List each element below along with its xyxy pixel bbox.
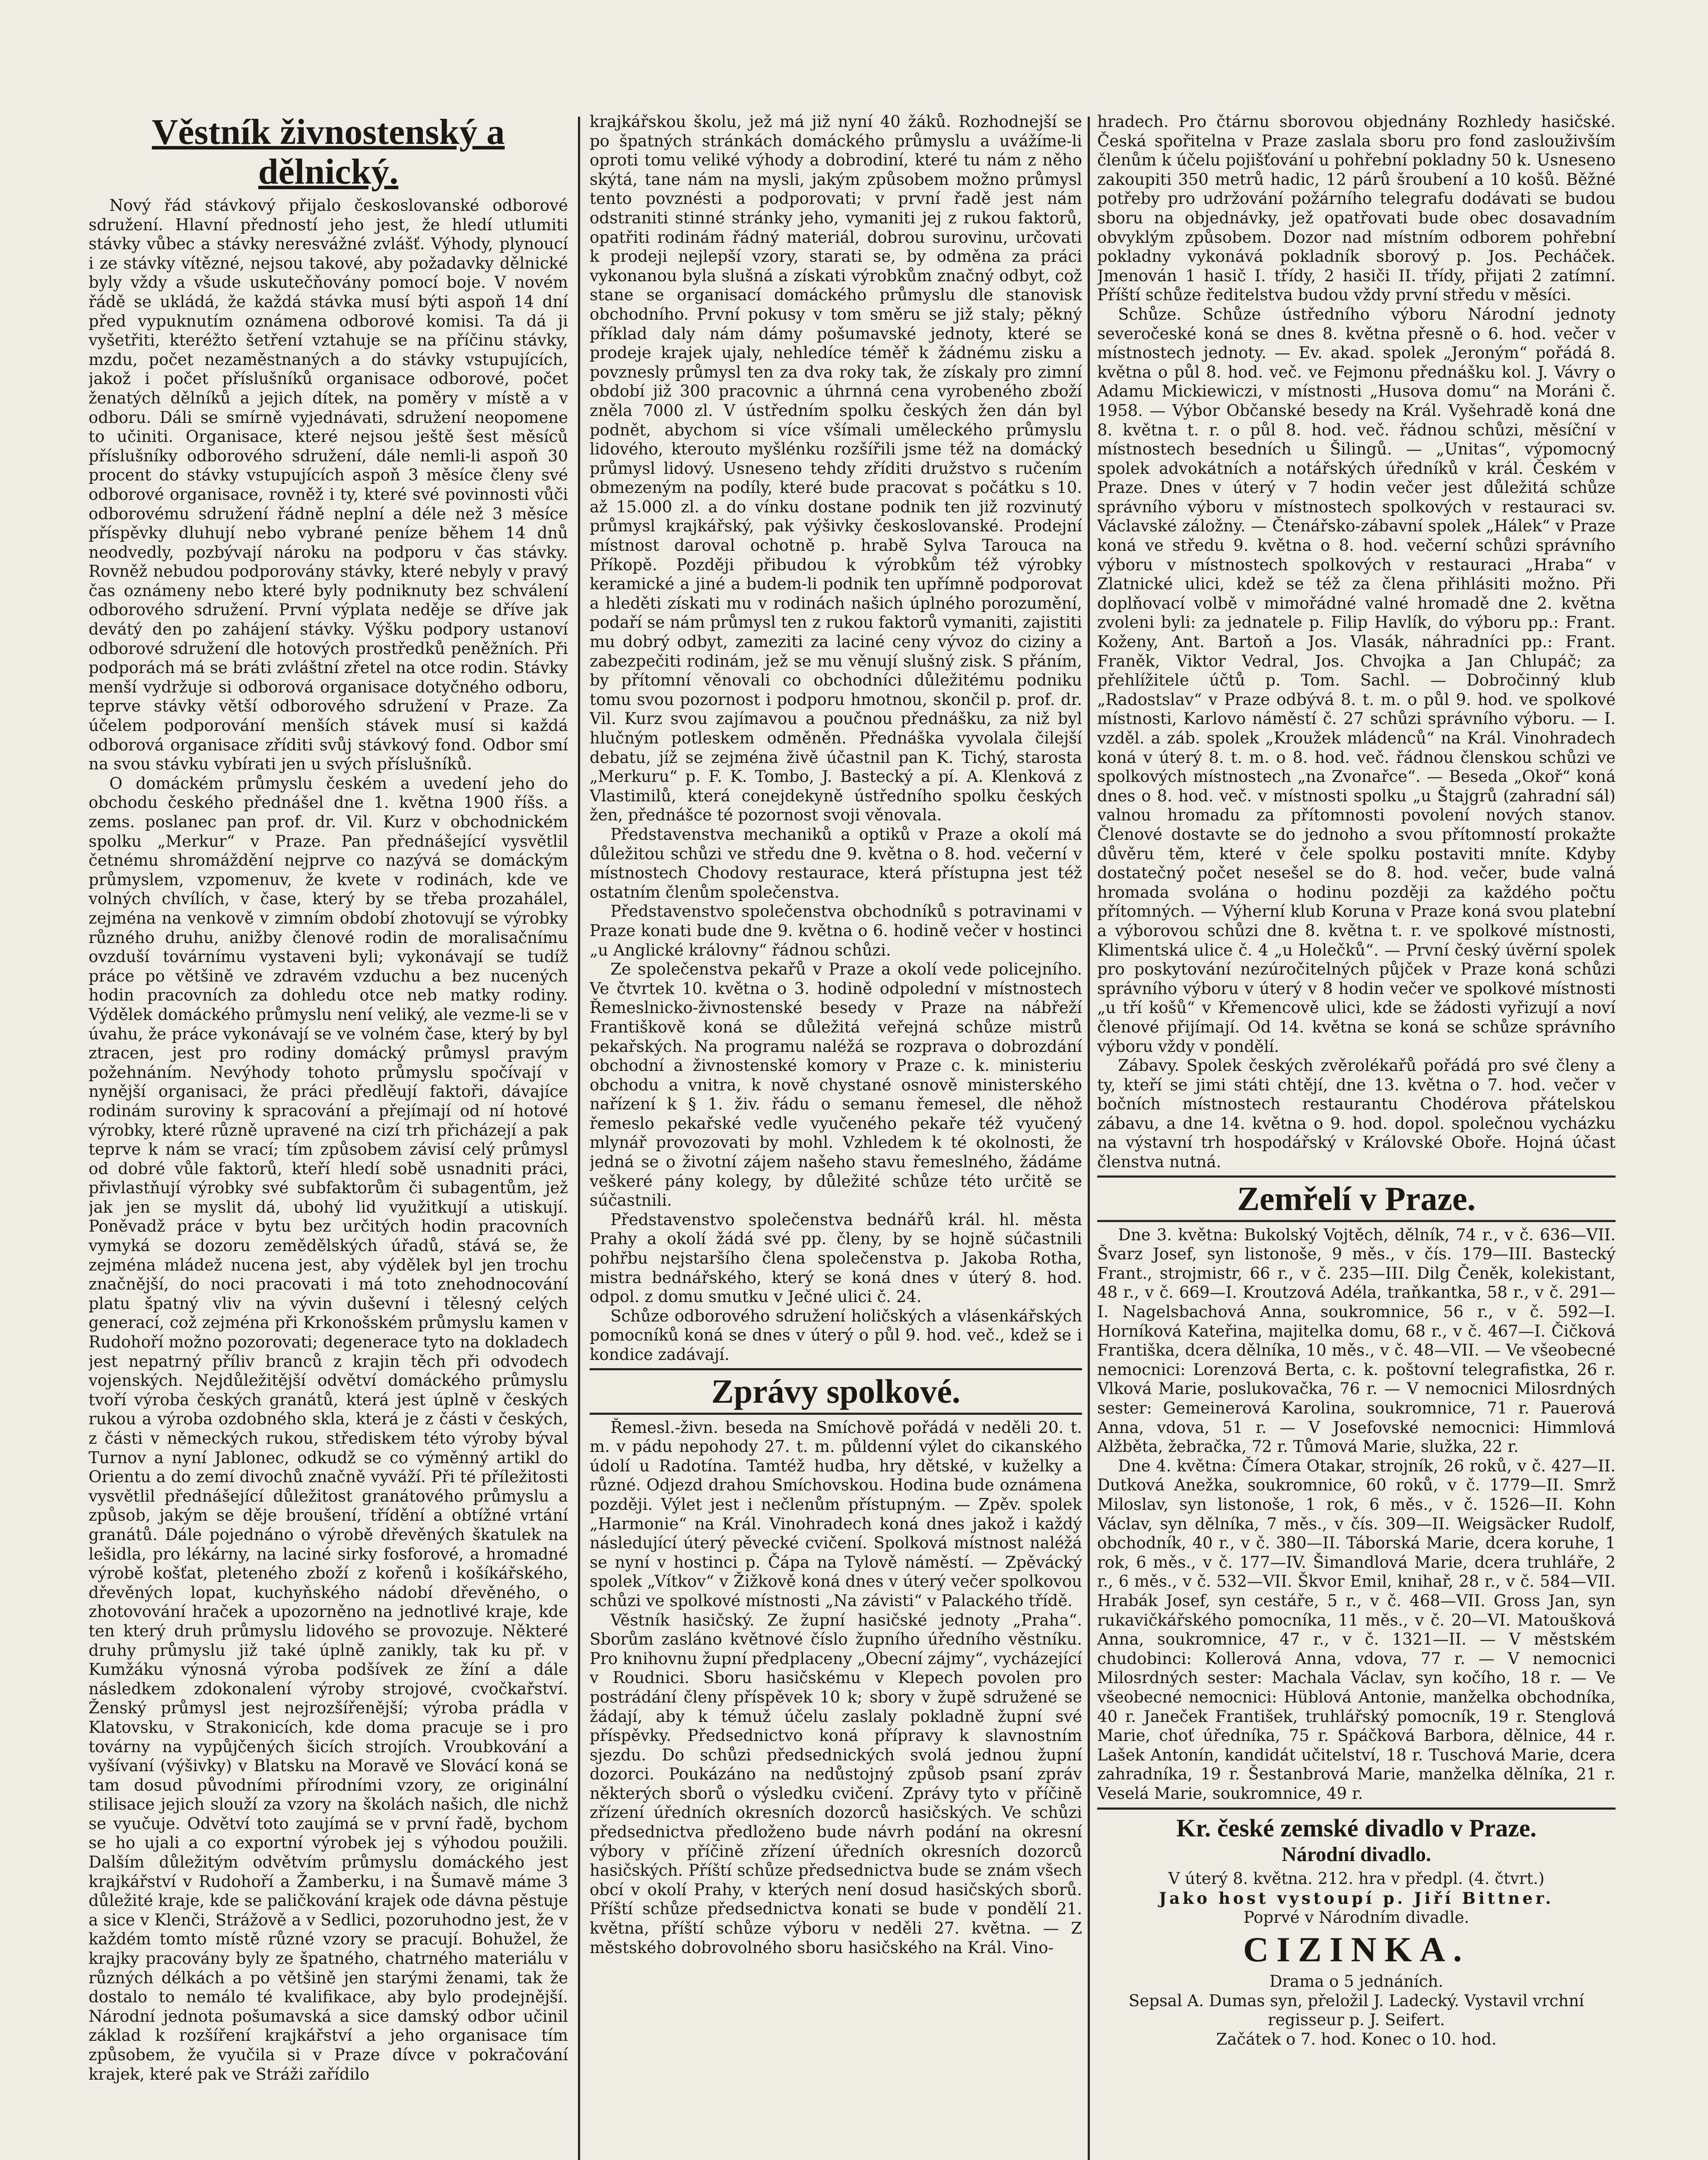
notice-barbers: Schůze odborového sdružení holičských a vlásenkářských pomocníků koná se dnes v úterý o půl 9. hod. več., kdež se i kondice zadávají. xyxy=(590,1306,1082,1364)
play-title: CIZINKA. xyxy=(1243,1930,1470,1969)
theatre-title: Kr. české zemské divadlo v Praze. xyxy=(1176,1814,1537,1842)
section-title-trade-news: Věstník živnostenský a dělnický. xyxy=(152,112,505,192)
play-credits: Sepsal A. Dumas syn, přeložil J. Ladecký. Vystavil vrchní regisseur p. J. Seifert. xyxy=(1128,1991,1584,2030)
notice-bakers: Ze společenstva pekařů v Praze a okolí vede policejního. Ve čtvrtek 10. května o 3. hodině odpolední v místnostech Řemeslnicko-živnostenské besedy v Praze na nábřeží Františkově koná se důležitá veřejná schůze mistrů pekařských. Na programu naléžá se rozprava o dobrozdání obchodní a živnostenské komory v Praze c. k. ministeriu obchodu a vnitra, k nově chystané osnově ministerského nařízení k § 1. živ. řádu o semanu řemesel, dle něhož řemeslo pekařské vedle vyučeného pekaře též vyučený mlynář provozovati by mohl. Vzhledem k té okolnosti, že jedná se o životní zájem našeho stavu řemeslného, žádáme veškeré pány kolegy, by důležité schůze této určitě se súčastnili. xyxy=(590,960,1082,1210)
meetings-news: Schůze. Schůze ústředního výboru Národní jednoty severočeské koná se dnes 8. května přesně o 6. hod. večer v místnostech jednoty. — Ev. akad. spolek „Jeroným“ pořádá 8. května o půl 8. hod. več. ve Fejmonu přednášku kol. J. Vávry o Adamu Mickiewiczi, v místnosti „Husova domu“ na Moráni č. 1958. — Výbor Občanské besedy na Král. Vyšehradě koná dne 8. května t. r. o půl 8. hod. več. řádnou schůzi, měsíční v místnostech besedních u Šilingů. — „Unitas“, výpomocný spolek advokátních a notářských úředníků v král. Českém v Praze. Dnes v úterý v 7 hodin večer jest důležitá schůze správního výboru v místnostech spolkových v restauraci sv. Václavské záložny. — Čtenářsko-zábavní spolek „Hálek“ v Praze koná ve středu 9. května o 8. hod. večerní schůzi správního výboru v místnostech spolkových v restauraci „Hraba“ v Zlatnické ulici, kdež se též za člena přihlásiti možno. Při doplňovací volbě v mimořádné valné hromadě dne 2. května zvoleni byli: za jednatele p. Filip Havlík, do výboru pp.: Frant. Koženy, Ant. Bartoň a Jos. Vlasák, náhradníci pp.: Frant. Franěk, Viktor Vedral, Jos. Chvojka a Jan Chlupáč; za přehlížitele účtů p. Tom. Sachl. — Dobročinný klub „Radostslav“ v Praze odbývá 8. t. m. o půl 9. hod. ve spolkové místnosti, Karlovo náměstí č. 27 schůzi správního výboru. — I. vzděl. a záb. spolek „Kroužek mládenců“ na Král. Vinohradech koná v úterý 8. t. m. o 8. hod. več. řádnou členskou schůzi ve spolkových místnostech „na Zvonařce“. — Beseda „Okoř“ koná dnes o 8. hod. več. v místnosti spolku „u Štajgrů (zahradní sál) valnou hromadu za přítomnosti povolení nových stanov. Členové dostavte se do jednoho a svou přítomností prokažte důvěru těm, které v čele spolku postaviti mníte. Kdyby dostatečný počet nesešel se do 8. hod. večer, bude valná hromada svolána o hodinu později za každého počtu přítomných. — Výherní klub Koruna v Praze koná svou platební a výborovou schůzi dne 8. května t. r. ve spolkové místnosti, Klimentská ulice č. 4 „u Holečků“. — První český úvěrní spolek pro poskytování nezúročitelných půjček v Praze koná schůzi správního výboru v úterý v 8 hodin večer ve spolkové místnosti „u tří košů“ v Křemencově ulici, kde se žádosti vyřizují a noví členové přijímají. Od 14. května se koná se schůze správního výboru vždy v pondělí. xyxy=(1097,305,1616,1056)
play-genre: Drama o 5 jednáních. xyxy=(1269,1972,1444,1991)
play-times: Začátek o 7. hod. Konec o 10. hod. xyxy=(1216,2030,1497,2049)
column-left xyxy=(89,112,568,2084)
theatre-guest-line: Jako host vystoupí p. Jiří Bittner. xyxy=(1159,1889,1554,1908)
theatre-premiere-line: Poprvé v Národním divadle. xyxy=(1243,1908,1470,1927)
column-rule-left xyxy=(578,117,580,2160)
column-rule-right xyxy=(1088,117,1090,2160)
entertainment-news: Zábavy. Spolek českých zvěrolékařů pořádá pro své členy a ty, kteří se jimi státi chtějí, dne 13. května o 7. hod. večer v bočních místnostech restaurantu Chodérova přátelskou zábavu, a dne 14. května o 9. hod. dopol. společnou vycházku na výstavní trh hospodářský v Královské Oboře. Hojná účast členstva nutná. xyxy=(1097,1056,1616,1172)
article-strike-rules: Nový řád stávkový přijalo českoslovanské odborové sdružení. Hlavní předností jeho jest, že hledí utlumiti stávky vůbec a stávky neresvážné zvlášť. Výhody, plynoucí i ze stávky vítězné, nejsou takové, aby požadavky dělnické byly vždy a všude uskutečňovány pomocí boje. V novém řádě se ukládá, že každá stávka musí býti aspoň 14 dní před vypuknutím oznámena odborové komisi. Ta dá ji vyšetřiti, kteréžto šetření vztahuje se na příčinu stávky, mzdu, počet nezaměstnaných a do stávky vstupujících, jakož i počet příslušníků organisace odborové, počet ženatých dělníků a jejich dítek, na poměry v místě a v odboru. Dáli se smírně vyjednávati, sdružení neopomene to učiniti. Organisace, které nejsou ještě šest měsíců příslušníky odborového sdružení, dále nemli-li aspoň 30 procent do stávky vstupujících aspoň 3 měsíce členy své odborové organisace, rovněž i ty, které své povinnosti vůči odborovému sdružení řádně neplní a déle než 3 měsíce příspěvky dluhují nebo vybrané peníze během 14 dnů neodvedly, pozbývají nároku na podporu v čas stávky. Rovněž nebudou podporovány stávky, které nebyly v pravý čas oznámeny nebo které byly podniknuty bez schválení odborového sdružení. První výplata neděje se dříve jak devátý den po zahájení stávky. Výšku podpory ustanoví odborové sdružení dle hotových prostředků peněžních. Při podporách má se bráti zvláštní zřetel na otce rodin. Stávky menší vydržuje si odborová organisace dotyčného odboru, teprve stávky větší odborového sdružení v Praze. Za účelem podporování menších stávek musí si každá odborová organisace zříditi svůj stávkový fond. Odbor smí na svou stávku vybírati jen u svých příslušníků. xyxy=(89,196,568,774)
firefighter-news: Věstník hasičský. Ze župní hasičské jednoty „Praha“. Sborům zasláno květnové číslo župního úředního věstníku. Pro knihovnu župní předplaceny „Obecní zájmy“, vycházející v Roudnici. Sboru hasičskému v Klepech povolen pro postrádání členy příspěvek 10 k; sbory v župě sdružené se žádají, aby k témuž účelu zaslaly pokladně župní své příspěvky. Předsednictvo koná přípravy k slavnostním sjezdu. Do schůzi předsednických svolá jednou župní dozorci. Poukázáno na nedůstojný způsob psaní zpráv některých sborů o výsledku cvičení. Zprávy tyto v příčině zřízení úředních okresních dozorců hasičských. Ve schůzi předsednictva předloženo bude návrh podání na okresní výbory v příčině zřízení úředních okresních dozorců hasičských. Příští schůze předsednictva bude se znám všech obcí v okolí Prahy, v kterých není dosud hasičských sborů. Příští schůze předsednictva konati se bude v pondělí 21. května, příští schůze výboru v neděli 27. května. — Z městského dobrovolného sboru hasičského na Král. Vino- xyxy=(590,1610,1082,1957)
notice-grocers: Představenstvo společenstva obchodníků s potravinami v Praze konati bude dne 9. května o 6. hodině večer v hostinci „u Anglické královny“ řádnou schůzi. xyxy=(590,902,1082,959)
theatre-date-line: V úterý 8. května. 212. hra v předpl. (4. čtvrt.) xyxy=(1168,1869,1545,1888)
section-title-club-news: Zprávy spolkové. xyxy=(590,1368,1082,1415)
notice-coopers: Představenstvo společenstva bednářů král. hl. města Prahy a okolí žádá své pp. členy, by se hojně súčastnili pohřbu nejstaršího člena společenstva p. Jakoba Rotha, mistra bednářského, který se koná dnes v úterý 8. hod. odpol. z domu smutku v Ječné ulici č. 24. xyxy=(590,1210,1082,1306)
theatre-subtitle: Národní divadlo. xyxy=(1282,1843,1431,1866)
article-domestic-industry: O domáckém průmyslu českém a uvedení jeho do obchodu českého přednášel dne 1. května 1900 říšs. a zems. poslanec pan prof. dr. Vil. Kurz v obchodnickém spolku „Merkur“ v Praze. Pan přednášející vysvětlil četnému shromáždění nejprve co nazývá se domáckým průmyslem, vzpomenuv, že kvete v rodinách, kde ve volných chvílích, v čase, který by se třeba prozahálel, zejména na venkově v zimním období zhotovují se výrobky různého druhu, anižby členové rodin de moralisačnímu ovzduší továrnímu vystaveni byli; vykonávají se tudíž práce po většině ve zdravém vzduchu a bez nucených hodin pracovních za dohledu otce neb matky rodiny. Výdělek domáckého průmyslu není veliký, ale vezme-li se v úvahu, že práce vykonávají se ve volném čase, který by byl ztracen, jest pro rodiny domácký průmysl pravým požehnáním. Nevýhody tohoto průmyslu spočívají v nynější organisaci, že práci předlěují faktoři, dávajíce rodinám suroviny k spracování a přejímají od ní hotové výrobky, které různě upravené na cizí trh přicházejí a pak teprve k nám se vrací; tím způsobem závisí celý průmysl od dobré vůle faktorů, kteří hledí sobě usnadniti práci, přivlastňují výrobky své subfaktorům či subagentům, jež jak jen se myslit dá, ubohý lid využitkují a utiskují. Poněvadž práce v bytu bez určitých hodin pracovních vymyká se dozoru zemědělských úřadů, stává se, že zejména mládež nucena jest, aby výdělek byl jen trochu značnější, do noci pracovati i má toto znehodnocování platu špatný vliv na vývin duševní i tělesný celých generací, což zejména při Krkonošském průmyslu kamen v Rudohoří možno pozorovati; degenerace tyto na dokladech jest nepatrný příliv branců z krajin těch při odvodech vojenských. Nejdůležitější odvětví domáckého průmyslu tvoří výroba českých granátů, která jest úplně v českých rukou a výroba ozdobného skla, která je z části v českých, z části v německých rukou, střediskem této výroby býval Turnov a nyní Jablonec, odkudž se co výměnný artikl do Orientu a do zemí divochů značně vyváží. Při té příležitosti vysvětlil přednášející důležitost granátového průmyslu a způsob, jakým se děje broušení, třídění a obtížné vrtání granátů. Dále pojednáno o výrobě dřevěných škatulek na lešidla, pro lékárny, na laciné sirky fosforové, a hromadné výrobě košťat, pleteného zboží z kořenů i košíkářského, dřevěných lopat, kuchyňského nádobí dřevěného, o zhotovování hraček a upozorněno na jednotlivé kraje, kde ten který druh průmyslu lidového se provozuje. Některé druhy průmyslu již také úplně zanikly, tak ku př. v Kumžáku výnosná výroba podšívek ze žíní a dále následkem zdokonalení výroby strojové, cvočkařství. Ženský průmysl jest nejrozšířenější; výroba prádla v Klatovsku, v Strakonicích, kde doma pracuje se i pro továrny na vypůjčených šicích strojích. Vroubkování a vyšívaní (výšivky) v Blatsku na Moravě ve Slovácí koná se tam dosud původními přírodními vzory, ze originální stilisace jejich slouží za vzory na školách našich, dle nichž se vyučuje. Odvětví toto zaujímá se v první řadě, bychom se ho ujali a co exportní výrobek jej s výhodou použili. Dalším důležitým odvětvím průmyslu domáckého jest krajkářství v Rudohoří a Žamberku, i na Šumavě máme 3 důležité kraje, kde se paličkování krajek ode dávna pěstuje a sice v Klenči, Strážově a v Sedlici, pozoruhodno jest, že v každém tomto místě různé vzory se pracují. Bohužel, že krajky pracovány byly ze špatného, chatrného materiálu v různých délkách a po většině jen starými ženami, tak že dostalo to nemálo té kvalifikace, aby bylo prodejnější. Národní jednota pošumavská a sice damský odbor učinil základ k rozšíření krajkářství a jeho organisace tím způsobem, že vyučila si v Praze dívce v pokračování krajek, které pak ve Stráži zařídilo xyxy=(89,774,568,2084)
column-right xyxy=(1097,112,1616,2049)
article-domestic-industry-cont: krajkářskou školu, jež má již nyní 40 žáků. Rozhodnejší se po špatných stránkách domáckého průmyslu a uvážíme-li oproti tomu veliké výhody a dobrodiní, které tu nám z něho skýtá, tane nám na mysli, jakým způsobem možno průmysl tento povznésti a podporovati; v první řadě jest nám odstraniti stinné stránky jeho, vymaniti jej z rukou faktorů, opatřiti rodinám řádný materiál, dobrou surovinu, určovati k prodeji nejlepší vzory, starati se, by odměna za práci vykonanou byla slušná a získati výrobkům značný odbyt, což stane se organisací domáckého průmyslu dle stanovisk obchodního. První pokusy v tom směru se již staly; pěkný příklad daly nám dámy pošumavské jednoty, které se prodeje krajek ujaly, nehledíce téměř k žádnému zisku a povznesly průmysl ten za dva roky tak, že získaly pro zimní období již 300 pracovnic a úhrnná cena vyrobeného zboží zněla 7000 zl. V ústředním spolku českých žen dán byl podnět, abychom si více všímali uměleckého průmyslu lidového, kterouto myšlénku rozšířili jsme též na domácký průmysl lidový. Usneseno tehdy zříditi družstvo s ručením obmezeným na podíly, které bude pracovat s počátku s 10. až 15.000 zl. a do vínku dostane podnik ten již rozvinutý průmysl krajkářský, pak výšivky českoslovanské. Prodejní místnost daroval ochotně p. hrabě Sylva Tarouca na Příkopě. Později přibudou k výrobkům též výrobky keramické a jiné a budem-li podnik ten upřímně podporovat a hleděti získati mu v rodinách našich úplného porozumění, podaří se nám průmysl ten z rukou faktorů vymaniti, zajistiti mu dobrý odbyt, zameziti za laciné ceny vývoz do ciziny a zabezpečiti rodinám, jež se mu věnují slušný zisk. S přáním, by přítomní věnovali co obchodníci důležitému podniku tomu svou pozornost i podporu hmotnou, skončil p. prof. dr. Vil. Kurz svou zajímavou a poučnou přednášku, za niž byl hlučným potleskem odměněn. Přednáška vyvolala čilejší debatu, jíž se zejména živě účastnil pan K. Tichý, starosta „Merkuru“ p. F. K. Tombo, J. Bastecký a pí. A. Klenková z Vlastimilů, která conejdekyně ústředního spolku českých žen, přednášce té pozornost svoji věnovala. xyxy=(590,112,1082,825)
firefighter-news-cont: hradech. Pro čtárnu sborovou objednány Rozhledy hasičské. Česká spořitelna v Praze zaslala sboru pro fond zaslouživším členům k účelu pojišťování u pohřební pokladny 50 k. Usneseno zakoupiti 350 metrů hadic, 12 párů šroubení a 10 košů. Běžné potřeby pro udržování požárního telegrafu dodávati se budou sboru na objednávky, jež opatřovati bude obec dosavadním obvyklým způsobem. Dozor nad místním odborem pohřební pokladny vykonává pokladník sborový p. Jos. Pecháček. Jmenován 1 hasič I. třídy, 2 hasiči II. třídy, přijati 2 zatímní. Příští schůze ředitelstva budou vždy první středu v měsíci. xyxy=(1097,112,1616,305)
deaths-may-4: Dne 4. května: Čímera Otakar, strojník, 26 roků, v č. 427—II. Dutková Anežka, soukromnice, 60 roků, v č. 1779—II. Smrž Miloslav, syn listonoše, 1 rok, 6 měs., v č. 1526—II. Kohn Václav, syn dělníka, 7 měs., v čís. 309—II. Weigsäcker Rudolf, obchodník, 40 r., v č. 380—II. Táborská Marie, dcera koruhe, 1 rok, 6 měs., v č. 177—IV. Šimandlová Marie, dcera truhláře, 2 r., 6 měs., v č. 532—VII. Škvor Emil, knihař, 28 r., v č. 584—VII. Hrabák Josef, syn cestáře, 5 r., v č. 468—VII. Gross Jan, syn rukavičkářského pomocníka, 11 měs., v č. 20—VI. Matoušková Anna, soukromnice, 47 r., v č. 1321—II. — V městském chudobinci: Kollerová Anna, vdova, 77 r. — V nemocnici Milosrdných sester: Machala Václav, syn kočího, 18 r. — Ve všeobecné nemocnici: Hüblová Antonie, manželka obchodníka, 40 r. Janeček František, truhlářský pomocník, 19 r. Stenglová Marie, choť úředníka, 75 r. Spáčková Barbora, dělnice, 44 r. Lašek Antonín, kandidát učitelství, 18 r. Tuschová Marie, dcera zahradníka, 19 r. Šestanbrová Marie, manželka dělníka, 21 r. Veselá Marie, soukromnice, 49 r. xyxy=(1097,1456,1616,1803)
divider xyxy=(1097,1807,1616,1810)
deaths-may-3: Dne 3. května: Bukolský Vojtěch, dělník, 74 r., v č. 636—VII. Švarz Josef, syn listonoše, 9 měs., v čís. 179—III. Bastecký Frant., strojmistr, 66 r., v č. 235—III. Dilg Čeněk, kolekistant, 48 r., v č. 669—I. Kroutzová Adéla, traňkantka, 58 r., v č. 291—I. Nagelsbachová Anna, soukromnice, 56 r., v č. 592—I. Horníková Kateřina, majitelka domu, 68 r., v č. 467—I. Čičková Františka, dcera dělníka, 10 měs., v č. 48—VII. — Ve všeobecné nemocnici: Lorenzová Berta, c. k. poštovní telegrafistka, 26 r. Vlková Marie, poslukovačka, 76 r. — V nemocnici Milosrdných sester: Gemeinerová Karolina, soukromnice, 71 r. Pauerová Anna, vdova, 51 r. — V Josefovské nemocnici: Himmlová Alžběta, žebračka, 72 r. Tůmová Marie, služka, 22 r. xyxy=(1097,1225,1616,1456)
section-title-deaths: Zemřelí v Praze. xyxy=(1097,1175,1616,1222)
notice-mechanics: Představenstva mechaniků a optiků v Praze a okolí má důležitou schůzi ve středu dne 9. května o 8. hod. večerní v místnostech Chodovy restaurace, která přístupna jest též ostatním členům společenstva. xyxy=(590,825,1082,902)
club-news-1: Řemesl.-živn. beseda na Smíchově pořádá v neděli 20. t. m. v pádu nepohody 27. t. m. půldenní výlet do cikanského údolí u Radotína. Tamtéž hudba, hry dětské, v kuželky a různé. Odjezd drahou Smíchovskou. Hodina bude oznámena později. Výlet jest i nečlenům přístupným. — Zpěv. spolek „Harmonie“ na Král. Vinohradech koná dnes jakož i každý následující úterý pěvecké cvičení. Spolková místnost naléžá se nyní v hostinci p. Čápa na Tylově náměstí. — Zpěvácký spolek „Vítkov“ v Žižkově koná dnes v úterý večer spolkovou schůzi ve spolkové místnosti „Na závisti“ v Palackého třídě. xyxy=(590,1418,1082,1610)
column-middle xyxy=(590,112,1082,1957)
